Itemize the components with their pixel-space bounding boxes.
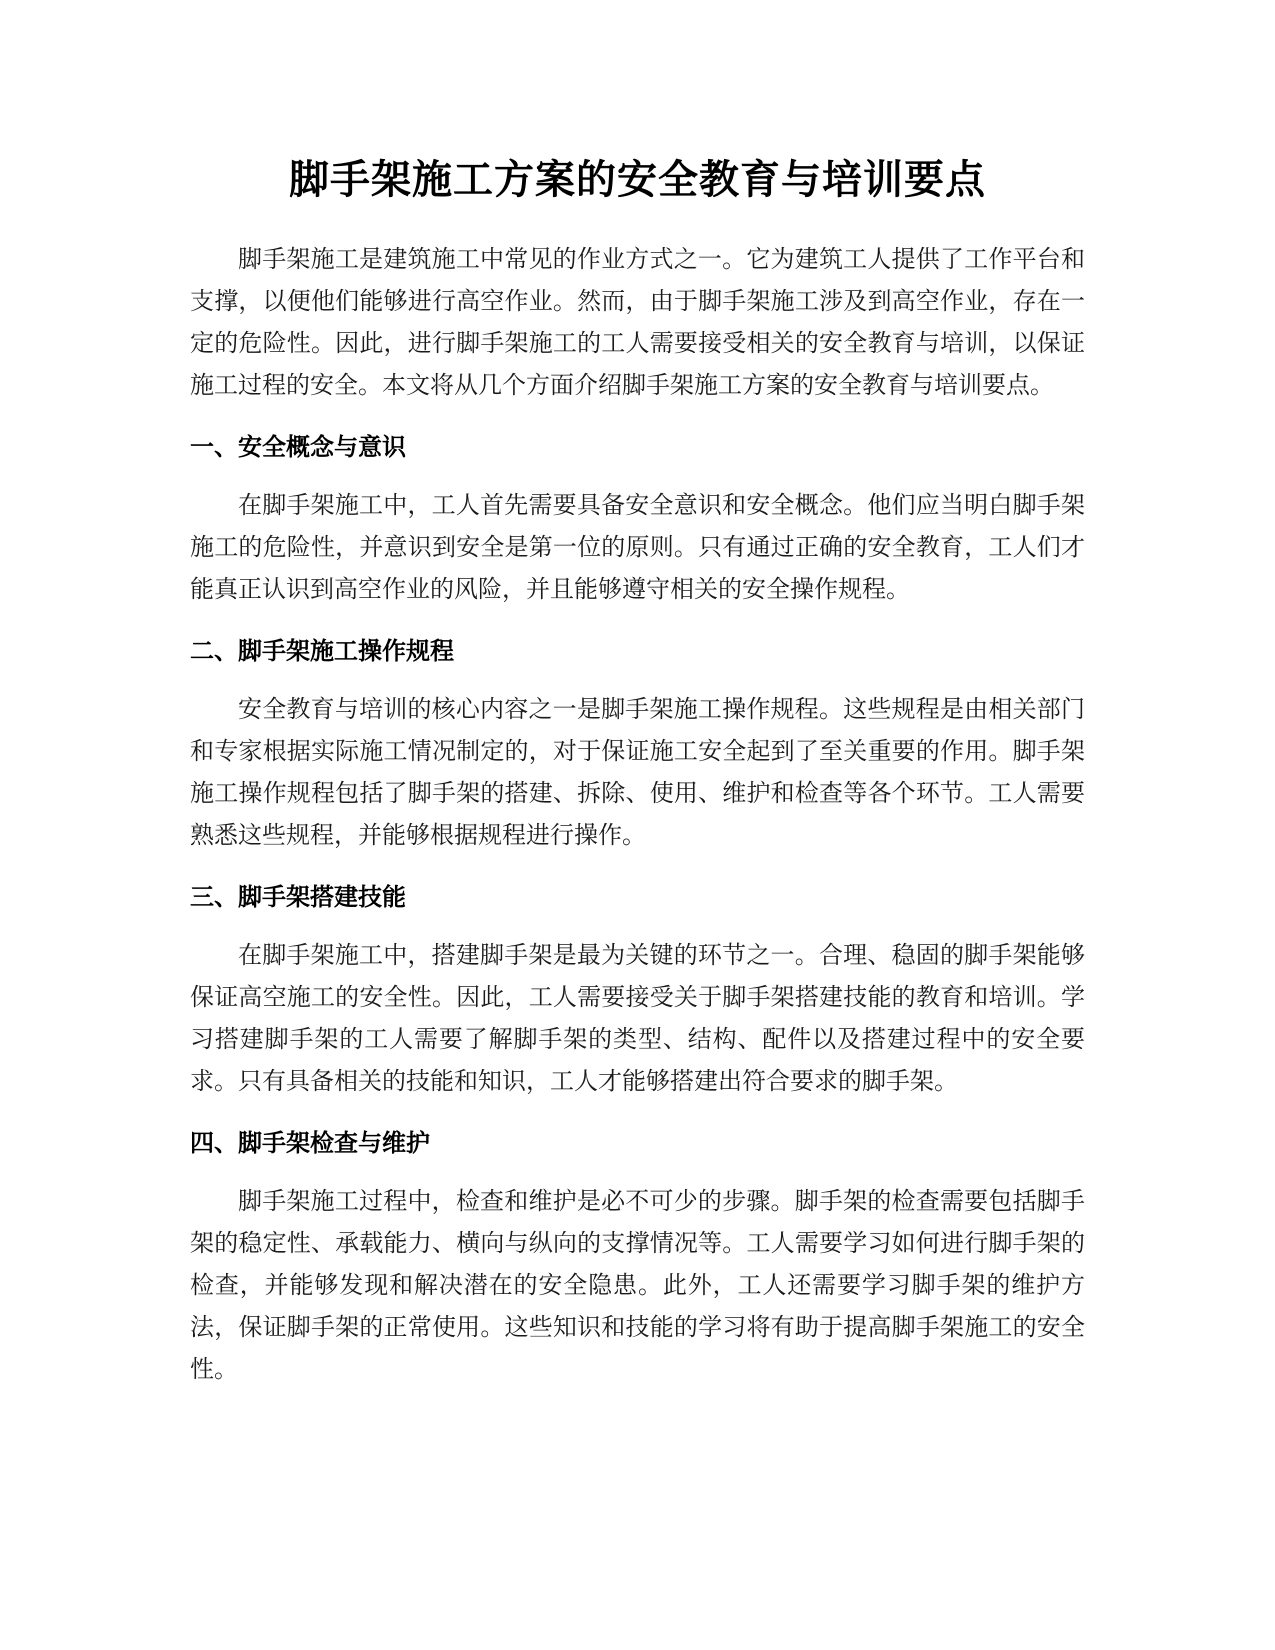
section-inspection-maintenance [190,1126,1085,1390]
section-heading: 三、脚手架搭建技能 [190,883,406,911]
section-paragraph: 在脚手架施工中，工人首先需要具备安全意识和安全概念。他们应当明白脚手架施工的危险性，并意识到安全是第一位的原则。只有通过正确的安全教育，工人们才能真正认识到高空作业的风险，并且能够遵守相关的安全操作规程。 [190,491,1085,603]
section-heading: 一、安全概念与意识 [190,433,406,461]
section-heading: 四、脚手架检查与维护 [190,1129,430,1157]
document-title: 脚手架施工方案的安全教育与培训要点 [289,157,986,203]
section-erection-skills [190,880,1085,1102]
section-paragraph: 在脚手架施工中，搭建脚手架是最为关键的环节之一。合理、稳固的脚手架能够保证高空施工的安全性。因此，工人需要接受关于脚手架搭建技能的教育和培训。学习搭建脚手架的工人需要了解脚手架的类型、结构、配件以及搭建过程中的安全要求。只有具备相关的技能和知识，工人才能够搭建出符合要求的脚手架。 [190,941,1085,1095]
section-heading: 二、脚手架施工操作规程 [190,637,454,665]
section-paragraph: 脚手架施工过程中，检查和维护是必不可少的步骤。脚手架的检查需要包括脚手架的稳定性、承载能力、横向与纵向的支撑情况等。工人需要学习如何进行脚手架的检查，并能够发现和解决潜在的安全隐患。此外，工人还需要学习脚手架的维护方法，保证脚手架的正常使用。这些知识和技能的学习将有助于提高脚手架施工的安全性。 [190,1187,1085,1383]
section-safety-awareness [190,430,1085,610]
section-operating-rules [190,634,1085,856]
section-paragraph: 安全教育与培训的核心内容之一是脚手架施工操作规程。这些规程是由相关部门和专家根据实际施工情况制定的，对于保证施工安全起到了至关重要的作用。脚手架施工操作规程包括了脚手架的搭建、拆除、使用、维护和检查等各个环节。工人需要熟悉这些规程，并能够根据规程进行操作。 [190,695,1085,849]
intro-paragraph: 脚手架施工是建筑施工中常见的作业方式之一。它为建筑工人提供了工作平台和支撑，以便他们能够进行高空作业。然而，由于脚手架施工涉及到高空作业，存在一定的危险性。因此，进行脚手架施工的工人需要接受相关的安全教育与培训，以保证施工过程的安全。本文将从几个方面介绍脚手架施工方案的安全教育与培训要点。 [190,245,1085,399]
